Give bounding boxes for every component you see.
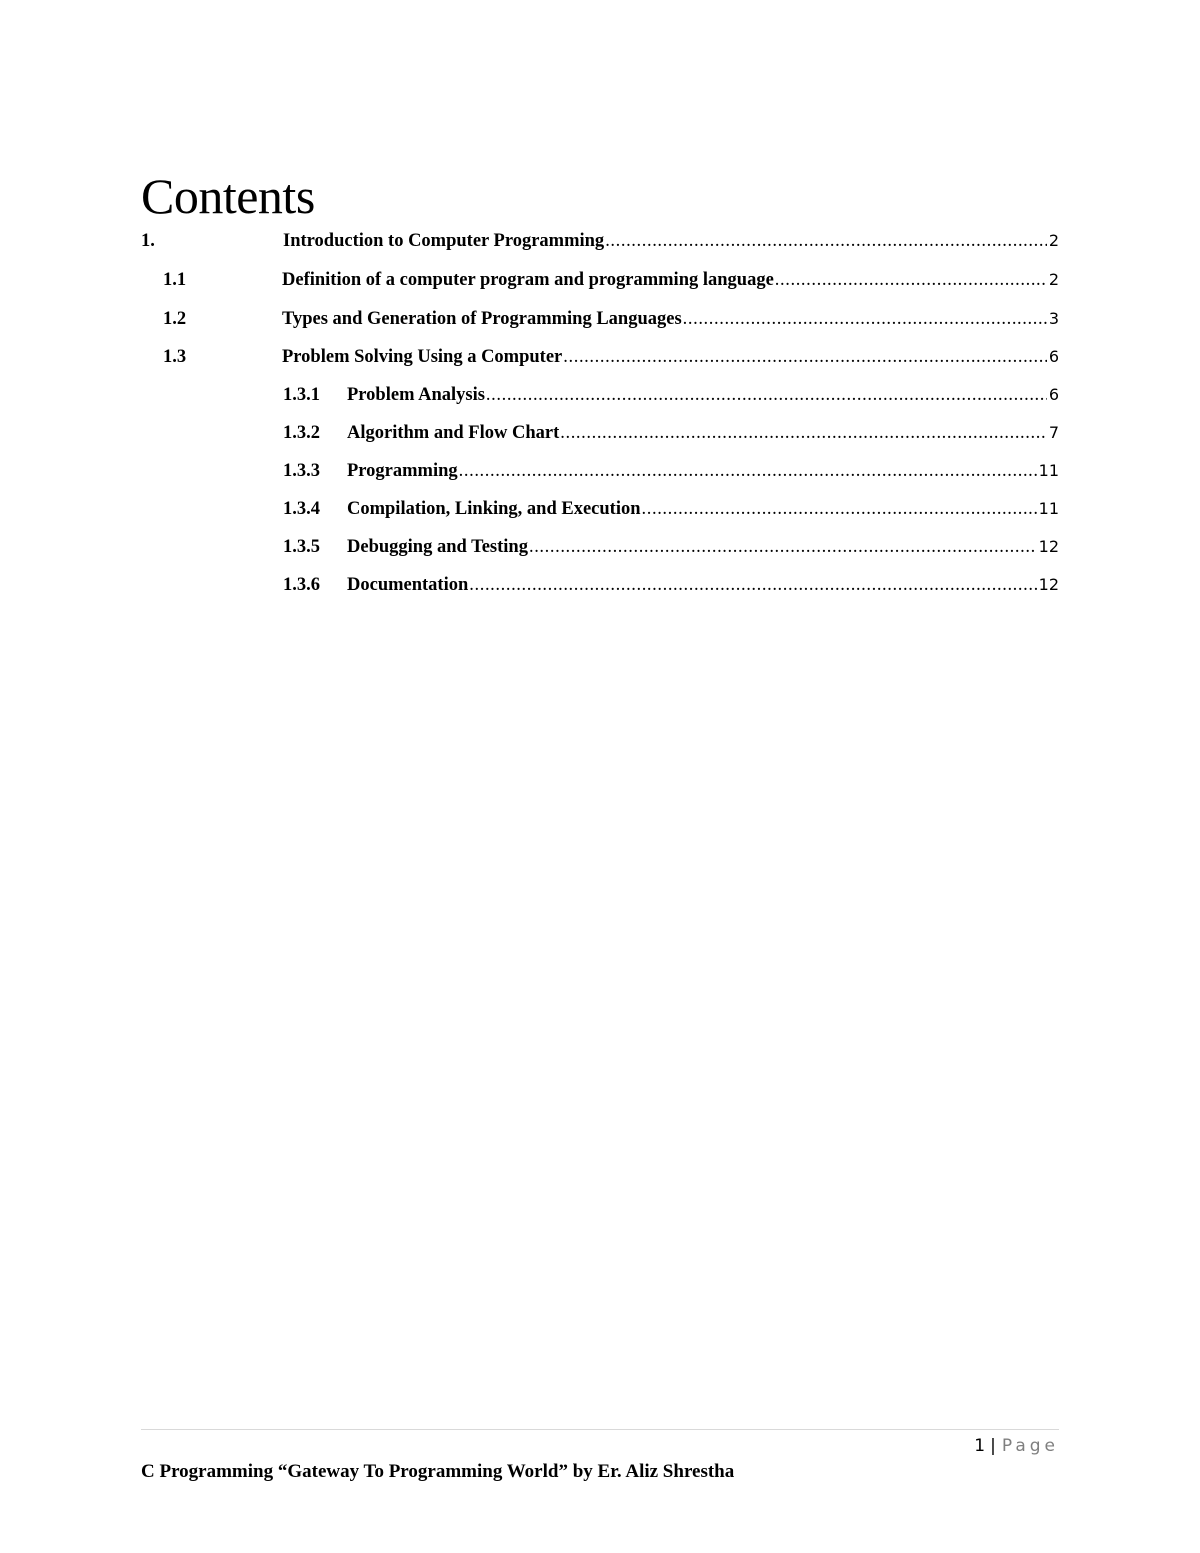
toc-entry-label: Problem Solving Using a Computer — [282, 347, 563, 367]
dot-leader — [605, 229, 1047, 253]
toc-entry-page: 6 — [1048, 347, 1059, 366]
toc-entry-number: 1.2 — [163, 309, 187, 329]
toc-entry-label: Programming — [347, 461, 458, 481]
toc-entry[interactable] — [163, 307, 1059, 331]
toc-entry-label: Algorithm and Flow Chart — [347, 423, 560, 443]
toc-entry-label: Documentation — [347, 575, 469, 595]
toc-entry[interactable] — [283, 421, 1059, 445]
toc-title: Contents — [141, 168, 315, 224]
toc-entry-number: 1.3.5 — [283, 537, 320, 557]
toc-entry-page: 2 — [1048, 231, 1059, 250]
toc-entry-label: Problem Analysis — [347, 385, 485, 405]
page-indicator — [974, 1434, 1059, 1458]
dot-leader — [469, 573, 1036, 597]
toc-entry[interactable] — [141, 229, 1059, 253]
toc-entry-page: 3 — [1048, 309, 1059, 328]
dot-leader — [459, 459, 1037, 483]
toc-entry[interactable] — [163, 268, 1059, 292]
dot-leader — [775, 268, 1047, 292]
toc-entry-page: 11 — [1038, 461, 1059, 480]
toc-entry-page: 12 — [1038, 537, 1059, 556]
toc-entry[interactable] — [283, 459, 1059, 483]
page-number: 1 — [974, 1436, 986, 1456]
dot-leader — [486, 383, 1047, 407]
toc-entry-label: Types and Generation of Programming Languages — [282, 309, 682, 329]
toc-entry-page: 7 — [1048, 423, 1059, 442]
toc-entry-label: Debugging and Testing — [347, 537, 528, 557]
toc-entry-page: 6 — [1048, 385, 1059, 404]
toc-entry[interactable] — [283, 497, 1059, 521]
toc-entry[interactable] — [283, 573, 1059, 597]
dot-leader — [563, 345, 1047, 369]
footer-text: C Programming “Gateway To Programming World” by Er. Aliz Shrestha — [141, 1461, 735, 1482]
dot-leader — [560, 421, 1047, 445]
dot-leader — [529, 535, 1037, 559]
toc-entry-number: 1.3.4 — [283, 499, 320, 519]
toc-entry-label: Compilation, Linking, and Execution — [347, 499, 641, 519]
footer-divider — [141, 1429, 1059, 1430]
toc-entry-number: 1.3.2 — [283, 423, 320, 443]
page-separator: | — [990, 1436, 996, 1456]
page-word: Page — [1001, 1436, 1059, 1456]
toc-entry-page: 11 — [1038, 499, 1059, 518]
toc-entry[interactable] — [163, 345, 1059, 369]
toc-entry-number: 1.3.1 — [283, 385, 320, 405]
toc-entry-number: 1. — [141, 231, 155, 251]
toc-entry-page: 2 — [1048, 270, 1059, 289]
toc-entry-page: 12 — [1038, 575, 1059, 594]
toc-entry-number: 1.3.6 — [283, 575, 320, 595]
toc-entry[interactable] — [283, 535, 1059, 559]
dot-leader — [683, 307, 1047, 331]
toc-entry[interactable] — [283, 383, 1059, 407]
toc-entry-number: 1.1 — [163, 270, 187, 290]
toc-entry-number: 1.3 — [163, 347, 187, 367]
dot-leader — [642, 497, 1037, 521]
toc-entry-number: 1.3.3 — [283, 461, 320, 481]
toc-entry-label: Introduction to Computer Programming — [283, 231, 605, 251]
toc-entry-label: Definition of a computer program and programming language — [282, 270, 774, 290]
